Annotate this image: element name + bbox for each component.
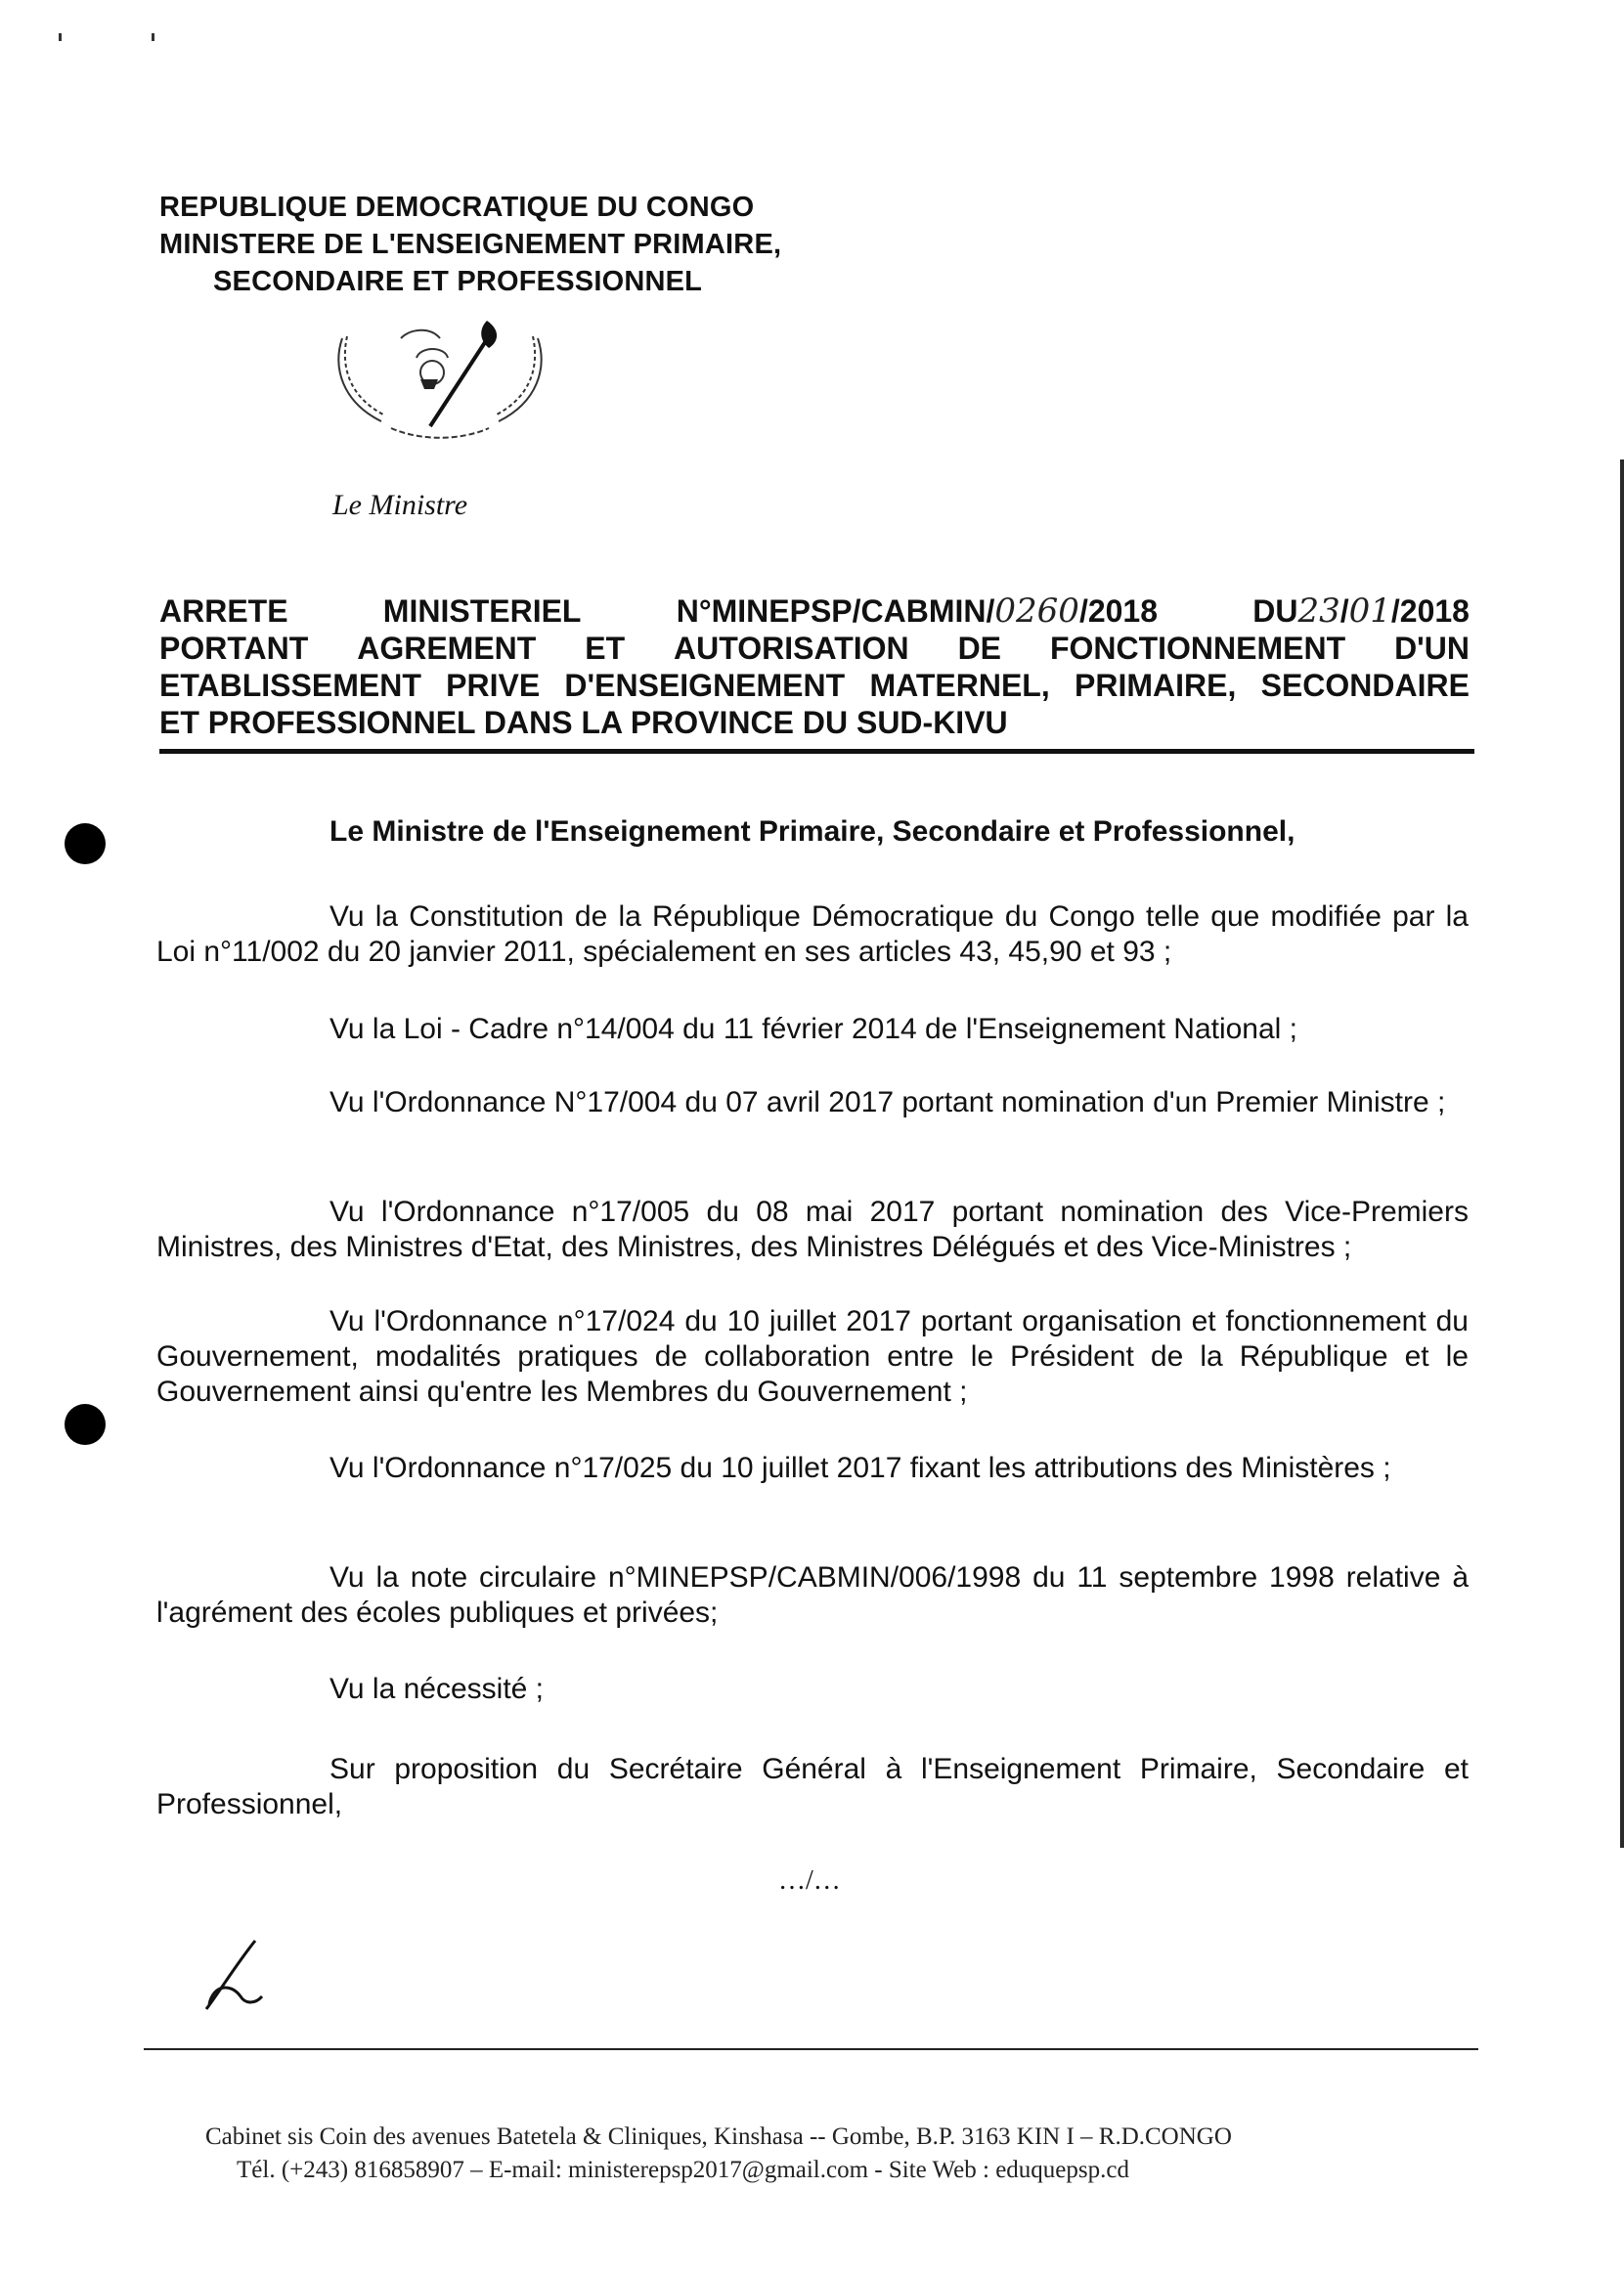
title-word: MATERNEL, <box>869 668 1050 703</box>
title-word: PORTANT <box>159 631 309 666</box>
handwritten-day: 23 <box>1297 591 1340 631</box>
header-ministry-cont: SECONDAIRE ET PROFESSIONNEL <box>213 266 703 297</box>
title-line-2 <box>159 630 1470 667</box>
title-word: ETABLISSEMENT <box>159 668 421 703</box>
considerant-paragraph: Vu l'Ordonnance n°17/024 du 10 juillet 2017 portant organisation et fonctionnement du Gouvernement, modalités pratiques de collaboration entre le Président de la République et le Gouvernement ainsi qu'entre les Membres du Gouvernement ; <box>156 1305 1469 1408</box>
scan-speck <box>59 33 62 41</box>
title-word: ARRETE <box>159 593 288 629</box>
title-word: D'UN <box>1394 631 1470 666</box>
handwritten-month: 01 <box>1348 591 1391 631</box>
footer-contact: Tél. (+243) 816858907 – E-mail: ministerepsp2017@gmail.com - Site Web : eduquepsp.cd <box>237 2157 1129 2183</box>
title-line-4: ET PROFESSIONNEL DANS LA PROVINCE DU SUD-KIVU <box>159 705 1008 740</box>
title-word: MINISTERIEL <box>382 593 582 629</box>
header-ministry: MINISTERE DE L'ENSEIGNEMENT PRIMAIRE, <box>159 229 782 260</box>
page-continuation: …/… <box>778 1865 841 1896</box>
header-republic: REPUBLIQUE DEMOCRATIQUE DU CONGO <box>159 192 755 223</box>
considerant-paragraph: Vu la Constitution de la République Démocratique du Congo telle que modifiée par la Loi n°11/002 du 20 janvier 2011, spécialement en ses articles 43, 45,90 et 93 ; <box>156 900 1469 968</box>
considerant-paragraph: Vu la nécessité ; <box>329 1673 545 1705</box>
title-word: SECONDAIRE <box>1260 668 1470 703</box>
footer-divider <box>144 2048 1478 2050</box>
punch-hole-mark <box>65 1404 106 1445</box>
title-line-1 <box>159 592 1470 630</box>
title-word: ET <box>585 631 626 666</box>
coat-of-arms-emblem <box>323 319 557 446</box>
title-word: FONCTIONNEMENT <box>1049 631 1346 666</box>
footer-address: Cabinet sis Coin des avenues Batetela & Cliniques, Kinshasa -- Gombe, B.P. 3163 KIN I – R.D.CONGO <box>205 2123 1232 2150</box>
title-underline <box>159 749 1474 754</box>
decree-title <box>159 592 1470 741</box>
title-word: AGREMENT <box>357 631 537 666</box>
handwritten-number: 0260 <box>994 591 1079 631</box>
title-word: PRIVE <box>446 668 541 703</box>
considerant-paragraph: Sur proposition du Secrétaire Général à l'Enseignement Primaire, Secondaire et Professionnel, <box>156 1753 1469 1820</box>
decree-preamble-heading: Le Ministre de l'Enseignement Primaire, Secondaire et Professionnel, <box>329 815 1295 848</box>
punch-hole-mark <box>65 823 106 864</box>
considerant-paragraph: Vu l'Ordonnance n°17/025 du 10 juillet 2017 fixant les attributions des Ministères ; <box>329 1452 1391 1484</box>
title-word: AUTORISATION <box>674 631 909 666</box>
title-line-3 <box>159 667 1470 704</box>
considerant-paragraph: Vu l'Ordonnance n°17/005 du 08 mai 2017 portant nomination des Vice-Premiers Ministres, des Ministres d'Etat, des Ministres, des Ministres Délégués et des Vice-Ministres ; <box>156 1196 1469 1263</box>
signatory-title: Le Ministre <box>332 489 468 521</box>
considerant-paragraph: Vu la note circulaire n°MINEPSP/CABMIN/006/1998 du 11 septembre 1998 relative à l'agrément des écoles publiques et privées; <box>156 1561 1469 1629</box>
title-word: DE <box>957 631 1002 666</box>
decree-number: N°MINEPSP/CABMIN/0260/2018 <box>676 591 1159 631</box>
considerant-paragraph: Vu l'Ordonnance N°17/004 du 07 avril 2017 portant nomination d'un Premier Ministre ; <box>329 1086 1446 1118</box>
scan-speck <box>152 33 154 41</box>
considerant-paragraph: Vu la Loi - Cadre n°14/004 du 11 février 2014 de l'Enseignement National ; <box>329 1013 1298 1045</box>
scan-edge-mark <box>1620 460 1624 1848</box>
decree-date: DU23/01/2018 <box>1252 591 1470 631</box>
handwritten-initials <box>201 1936 270 2019</box>
title-word: D'ENSEIGNEMENT <box>564 668 846 703</box>
title-word: PRIMAIRE, <box>1074 668 1237 703</box>
